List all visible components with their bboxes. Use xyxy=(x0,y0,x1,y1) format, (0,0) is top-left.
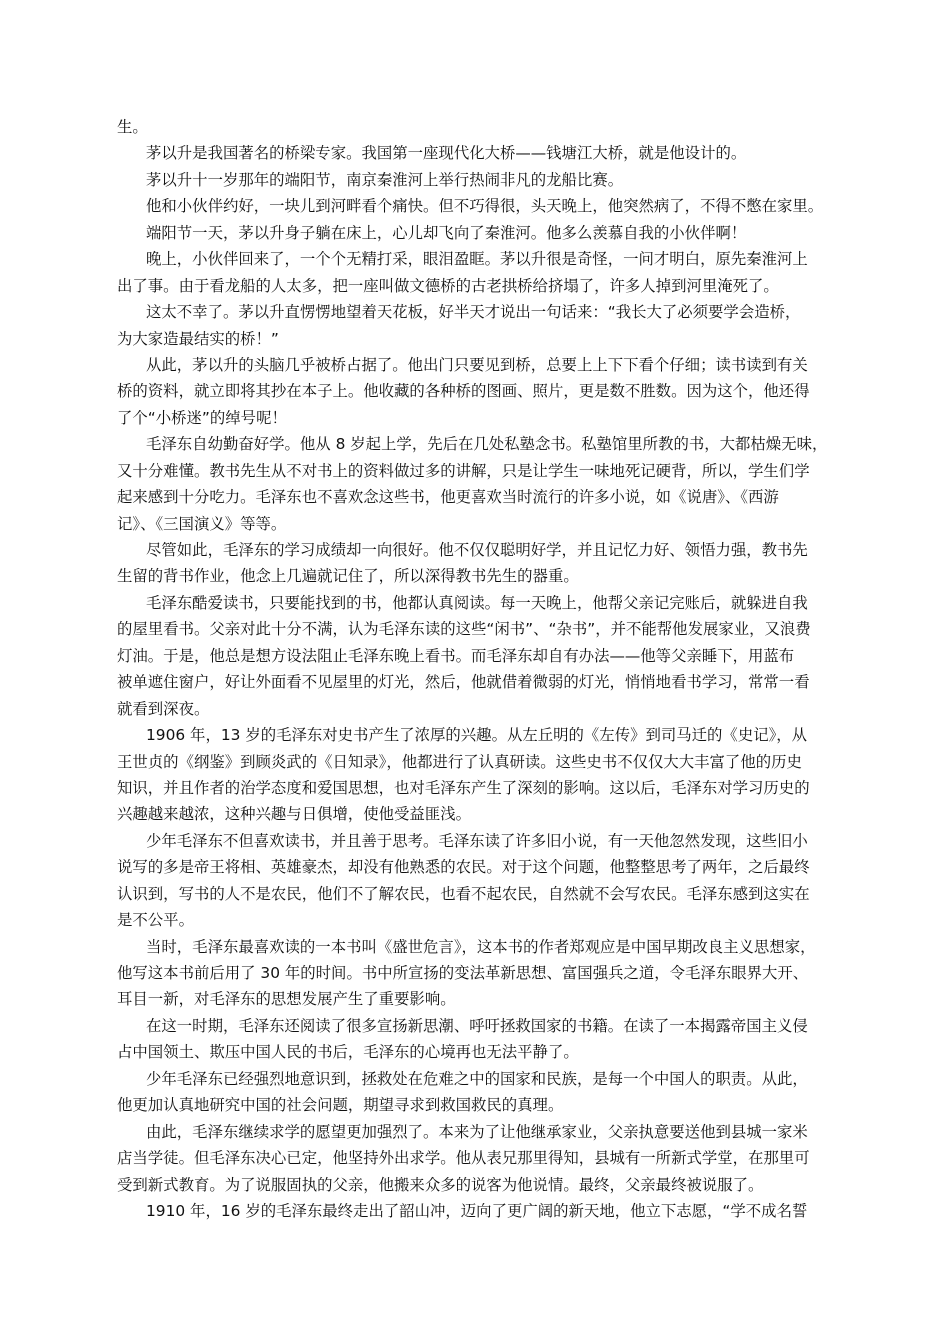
text-line: 的屋里看书。父亲对此十分不满，认为毛泽东读的这些“闲书”、“杂书”，并不能帮他发展家业，又浪费 xyxy=(117,620,811,639)
text-line: 占中国领土、欺压中国人民的书后，毛泽东的心境再也无法平静了。 xyxy=(117,1043,579,1062)
text-line: 就看到深夜。 xyxy=(117,699,210,718)
text-line: 受到新式教育。为了说服固执的父亲，他搬来众多的说客为他说情。最终，父亲最终被说服了。 xyxy=(117,1175,764,1194)
text-line: 又十分难懂。教书先生从不对书上的资料做过多的讲解，只是让学生一味地死记硬背，所以，学生们学 xyxy=(117,461,810,480)
text-line: 晚上，小伙伴回来了，一个个无精打采，眼泪盈眶。茅以升很是奇怪，一问才明白，原先秦淮河上 xyxy=(146,250,808,269)
text-line: 他写这本书前后用了 30 年的时间。书中所宣扬的变法革新思想、富国强兵之道，令毛泽东眼界大开、 xyxy=(117,964,809,982)
text-line: 王世贞的《纲鉴》到顾炎武的《日知录》，他都进行了认真研读。这些史书不仅仅大大丰富了他的历史 xyxy=(117,752,802,771)
text-line: 茅以升十一岁那年的端阳节，南京秦淮河上举行热闹非凡的龙船比赛。 xyxy=(146,170,624,189)
text-line: 1910 年，16 岁的毛泽东最终走出了韶山冲，迈向了更广阔的新天地，他立下志愿，“学不成名誓 xyxy=(146,1201,808,1220)
text-line: 由此，毛泽东继续求学的愿望更加强烈了。本来为了让他继承家业，父亲执意要送他到县城一家米 xyxy=(146,1122,808,1141)
text-line: 生留的背书作业，他念上几遍就记住了，所以深得教书先生的器重。 xyxy=(117,567,579,586)
text-line: 1906 年，13 岁的毛泽东对史书产生了浓厚的兴趣。从左丘明的《左传》到司马迁的《史记》，从 xyxy=(146,726,808,745)
text-line: 是不公平。 xyxy=(117,911,194,930)
text-line: 端阳节一天，茅以升身子躺在床上，心儿却飞向了秦淮河。他多么羡慕自我的小伙伴啊！ xyxy=(146,223,747,242)
text-line: 他更加认真地研究中国的社会问题，期望寻求到救国救民的真理。 xyxy=(117,1096,564,1115)
text-line: 从此，茅以升的头脑几乎被桥占据了。他出门只要见到桥，总要上上下下看个仔细；读书读到有关 xyxy=(146,355,808,374)
text-line: 这太不幸了。茅以升直愣愣地望着天花板，好半天才说出一句话来：“我长大了必须要学会造桥， xyxy=(146,303,801,322)
text-line: 当时，毛泽东最喜欢读的一本书叫《盛世危言》，这本书的作者郑观应是中国早期改良主义思想家， xyxy=(146,937,816,956)
text-line: 记》、《三国演义》等等。 xyxy=(117,514,287,533)
text-line: 被单遮住窗户，好让外面看不见屋里的灯光，然后，他就借着微弱的灯光，悄悄地看书学习，常常一看 xyxy=(117,673,810,692)
text-line: 少年毛泽东已经强烈地意识到，拯救处在危难之中的国家和民族，是每一个中国人的职责。从此， xyxy=(146,1069,808,1088)
text-line: 兴趣越来越浓，这种兴趣与日俱增，使他受益匪浅。 xyxy=(117,805,471,824)
text-line: 毛泽东酷爱读书，只要能找到的书，他都认真阅读。每一天晚上，他帮父亲记完账后，就躲进自我 xyxy=(146,593,808,612)
text-line: 了个“小桥迷”的绰号呢！ xyxy=(117,408,287,427)
text-line: 说写的多是帝王将相、英雄豪杰，却没有他熟悉的农民。对于这个问题，他整整思考了两年，之后最终 xyxy=(117,858,810,877)
text-line: 出了事。由于看龙船的人太多，把一座叫做文德桥的古老拱桥给挤塌了，许多人掉到河里淹死了。 xyxy=(117,276,779,295)
text-line: 认识到，写书的人不是农民，他们不了解农民，也看不起农民，自然就不会写农民。毛泽东感到这实在 xyxy=(117,884,810,903)
text-line: 店当学徒。但毛泽东决心已定，他坚持外出求学。他从表兄那里得知，县城有一所新式学堂，在那里可 xyxy=(117,1149,810,1168)
text-line: 为大家造最结实的桥！” xyxy=(117,329,279,348)
text-line: 毛泽东自幼勤奋好学。他从 8 岁起上学，先后在几处私塾念书。私塾馆里所教的书，大都枯燥无味， xyxy=(146,435,828,454)
text-line: 灯油。于是，他总是想方设法阻止毛泽东晚上看书。而毛泽东却自有办法——他等父亲睡下，用蓝布 xyxy=(117,646,795,665)
text-line: 少年毛泽东不但喜欢读书，并且善于思考。毛泽东读了许多旧小说，有一天他忽然发现，这些旧小 xyxy=(146,831,808,850)
text-line: 起来感到十分吃力。毛泽东也不喜欢念这些书，他更喜欢当时流行的许多小说，如《说唐》、《西游 xyxy=(117,488,779,507)
text-line: 尽管如此，毛泽东的学习成绩却一向很好。他不仅仅聪明好学，并且记忆力好、领悟力强，教书先 xyxy=(146,541,808,559)
text-line: 桥的资料，就立即将其抄在本子上。他收藏的各种桥的图画、照片，更是数不胜数。因为这个，他还得 xyxy=(117,382,810,401)
text-line: 知识，并且作者的治学态度和爱国思想，也对毛泽东产生了深刻的影响。这以后，毛泽东对学习历史的 xyxy=(117,778,810,797)
text-line: 生。 xyxy=(117,118,148,136)
text-line: 耳目一新，对毛泽东的思想发展产生了重要影响。 xyxy=(117,990,456,1009)
text-line: 茅以升是我国著名的桥梁专家。我国第一座现代化大桥——钱塘江大桥，就是他设计的。 xyxy=(146,144,747,163)
text-line: 在这一时期，毛泽东还阅读了很多宣扬新思潮、呼吁拯救国家的书籍。在读了一本揭露帝国主义侵 xyxy=(146,1016,808,1035)
body-text xyxy=(117,114,835,1224)
text-line: 他和小伙伴约好，一块儿到河畔看个痛快。但不巧得很，头天晚上，他突然病了，不得不憋在家里。 xyxy=(146,197,824,216)
